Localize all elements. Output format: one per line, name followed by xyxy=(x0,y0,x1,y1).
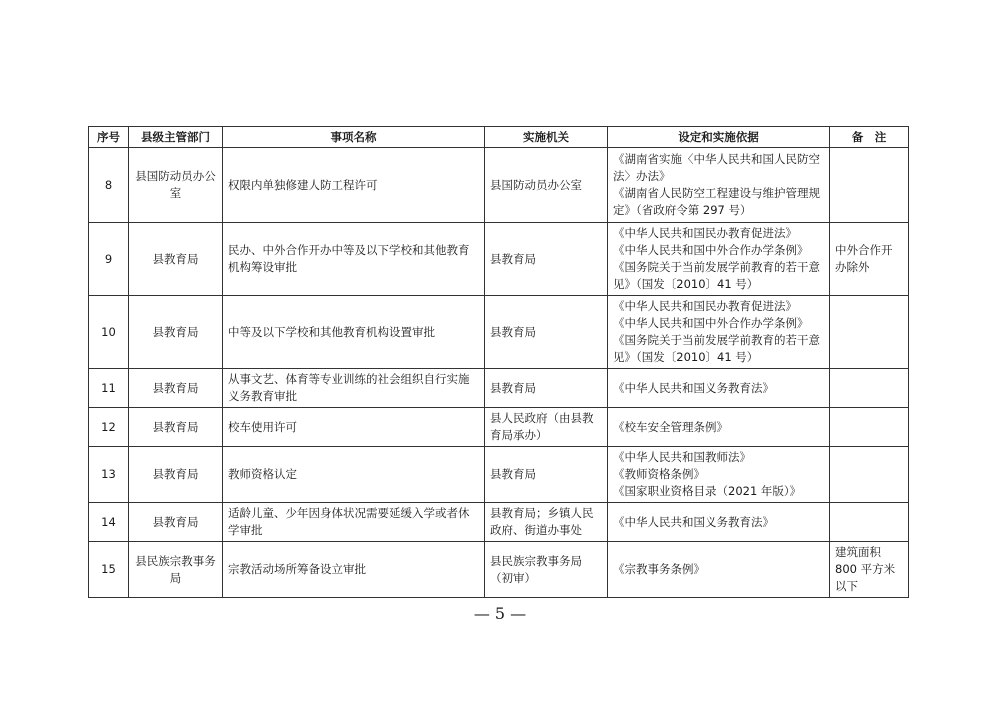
cell-agency: 县教育局 xyxy=(485,296,608,369)
basis-reference: 《中华人民共和国义务教育法》 xyxy=(613,380,774,395)
basis-reference: 《中华人民共和国义务教育法》 xyxy=(613,514,774,529)
cell-no: 14 xyxy=(89,503,129,542)
cell-dept: 县教育局 xyxy=(129,223,223,296)
cell-agency: 县教育局；乡镇人民政府、街道办事处 xyxy=(485,503,608,542)
cell-item: 适龄儿童、少年因身体状况需要延缓入学或者休学审批 xyxy=(223,503,485,542)
cell-basis xyxy=(608,223,830,296)
cell-agency: 县民族宗教事务局（初审） xyxy=(485,542,608,598)
basis-reference: 《中华人民共和国教师法》 xyxy=(613,450,751,464)
cell-note xyxy=(830,503,909,542)
basis-reference: 《校车安全管理条例》 xyxy=(613,419,728,434)
basis-reference: 《中华人民共和国民办教育促进法》 xyxy=(613,299,797,313)
cell-basis xyxy=(608,148,830,223)
approval-items-table xyxy=(88,126,909,598)
cell-item: 民办、中外合作开办中等及以下学校和其他教育机构筹设审批 xyxy=(223,223,485,296)
basis-reference: 《国家职业资格目录（2021 年版）》 xyxy=(613,484,802,498)
basis-reference: 《湖南省实施〈中华人民共和国人民防空法〉办法》 xyxy=(613,152,820,183)
cell-no: 10 xyxy=(89,296,129,369)
basis-reference: 《中华人民共和国民办教育促进法》 xyxy=(613,226,797,240)
cell-item: 宗教活动场所筹备设立审批 xyxy=(223,542,485,598)
cell-note xyxy=(830,148,909,223)
cell-dept: 县教育局 xyxy=(129,408,223,447)
table-row xyxy=(89,223,909,296)
cell-no: 13 xyxy=(89,447,129,503)
table-row xyxy=(89,148,909,223)
cell-dept: 县民族宗教事务局 xyxy=(129,542,223,598)
cell-no: 11 xyxy=(89,369,129,408)
basis-reference: 《中华人民共和国中外合作办学条例》 xyxy=(613,243,809,257)
cell-dept: 县教育局 xyxy=(129,447,223,503)
cell-note xyxy=(830,408,909,447)
cell-basis xyxy=(608,503,830,542)
header-agency: 实施机关 xyxy=(485,127,608,148)
cell-item: 教师资格认定 xyxy=(223,447,485,503)
table-row xyxy=(89,296,909,369)
cell-dept: 县教育局 xyxy=(129,369,223,408)
table-row xyxy=(89,447,909,503)
cell-item: 中等及以下学校和其他教育机构设置审批 xyxy=(223,296,485,369)
basis-reference: 《教师资格条例》 xyxy=(613,467,705,481)
basis-reference: 《国务院关于当前发展学前教育的若干意见》（国发〔2010〕41 号） xyxy=(613,260,820,291)
header-note: 备 注 xyxy=(830,127,909,148)
basis-reference: 《国务院关于当前发展学前教育的若干意见》（国发〔2010〕41 号） xyxy=(613,333,820,364)
table-header-row xyxy=(89,127,909,148)
cell-basis xyxy=(608,369,830,408)
cell-note xyxy=(830,369,909,408)
cell-item: 权限内单独修建人防工程许可 xyxy=(223,148,485,223)
cell-no: 15 xyxy=(89,542,129,598)
header-basis: 设定和实施依据 xyxy=(608,127,830,148)
cell-agency: 县国防动员办公室 xyxy=(485,148,608,223)
cell-basis xyxy=(608,296,830,369)
cell-no: 9 xyxy=(89,223,129,296)
cell-no: 8 xyxy=(89,148,129,223)
cell-note xyxy=(830,447,909,503)
header-dept: 县级主管部门 xyxy=(129,127,223,148)
header-no: 序号 xyxy=(89,127,129,148)
cell-item: 从事文艺、体育等专业训练的社会组织自行实施义务教育审批 xyxy=(223,369,485,408)
table-row xyxy=(89,369,909,408)
basis-reference: 《宗教事务条例》 xyxy=(613,562,705,576)
basis-reference: 《湖南省人民防空工程建设与维护管理规定》（省政府令第 297 号） xyxy=(613,186,820,217)
table-row xyxy=(89,542,909,598)
basis-reference: 《中华人民共和国中外合作办学条例》 xyxy=(613,316,809,330)
cell-item: 校车使用许可 xyxy=(223,408,485,447)
cell-dept: 县教育局 xyxy=(129,503,223,542)
cell-note: 中外合作开办除外 xyxy=(830,223,909,296)
header-item: 事项名称 xyxy=(223,127,485,148)
cell-agency: 县教育局 xyxy=(485,447,608,503)
cell-note xyxy=(830,296,909,369)
cell-agency: 县人民政府（由县教育局承办） xyxy=(485,408,608,447)
cell-basis xyxy=(608,447,830,503)
cell-note: 建筑面积 800 平方米以下 xyxy=(830,542,909,598)
cell-no: 12 xyxy=(89,408,129,447)
cell-basis xyxy=(608,408,830,447)
page-number: — 5 — xyxy=(473,604,527,623)
cell-basis xyxy=(608,542,830,598)
cell-agency: 县教育局 xyxy=(485,369,608,408)
cell-dept: 县国防动员办公室 xyxy=(129,148,223,223)
table-row xyxy=(89,408,909,447)
table-row xyxy=(89,503,909,542)
cell-agency: 县教育局 xyxy=(485,223,608,296)
cell-dept: 县教育局 xyxy=(129,296,223,369)
